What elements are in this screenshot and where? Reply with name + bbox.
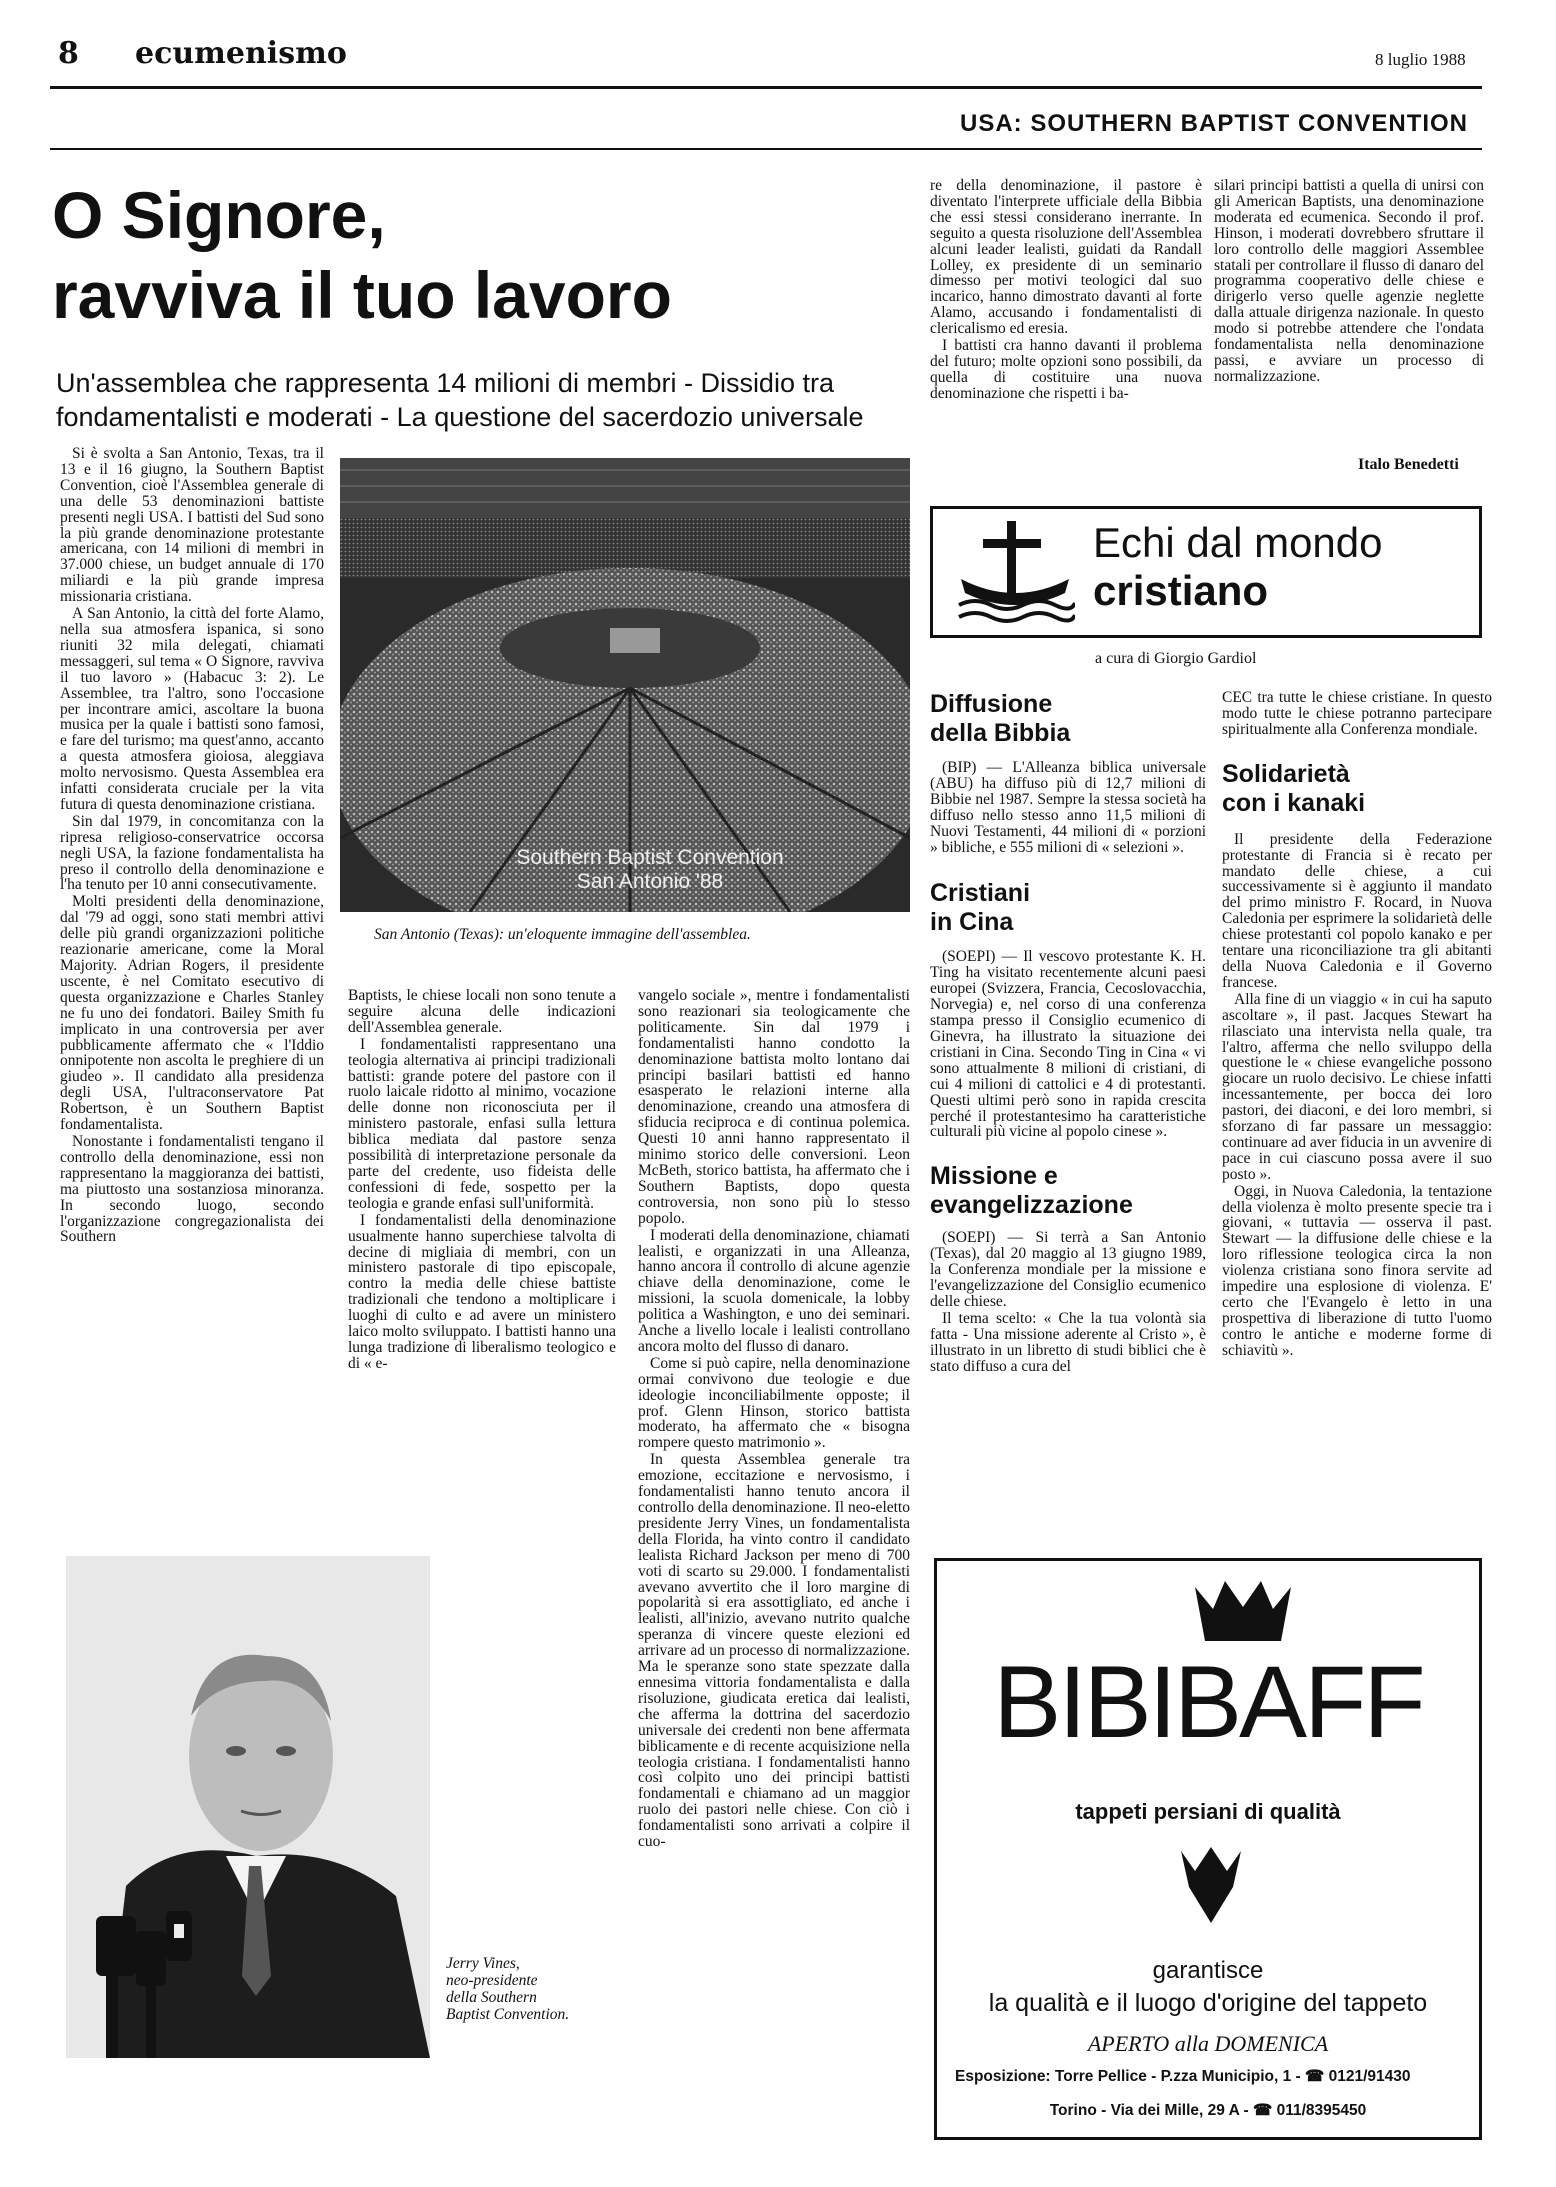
paragraph: Molti presidenti della denominazione, dal '79 ad oggi, sono stati membri attivi delle più grandi organizzazioni politiche reazionarie americane, come la Moral Majority. Adrian Rogers, il presidente uscente, è nel Comitato esecutivo di questa organizzazione e Charles Stanley ne fu uno dei fondatori. Bailey Smith fu implicato in una controversia per aver pubblicamente affermato che « l'Iddio onnipotente non ascolta le preghiere di un giudeo ». Il candidato alla presidenza degli USA, l'ultraconservatore Pat Robertson, è un Southern Baptist fondamentalista. bbox=[60, 893, 324, 1134]
paragraph: vangelo sociale », mentre i fondamentalisti sono reazionari sia teologicamente che politicamente. Sin dal 1979 i fondamentalisti hanno condotto la denominazione battista molto lontano dai principi basilari battisti ed hanno esasperato le relazioni interne alla denominazione, creando una atmosfera di sfiducia reciproca e di continua polemica. Questi 10 anni hanno rappresentato il minimo storico delle conversioni. Leon McBeth, storico battista, ha affermato che i Southern Baptists, dopo questa controversia, non sono più lo stesso popolo. bbox=[638, 988, 910, 1227]
paragraph: Baptists, le chiese locali non sono tenute a seguire alcuna delle indicazioni dell'Assemblea generale. bbox=[348, 988, 616, 1036]
ad-open-sunday: APERTO alla DOMENICA bbox=[1087, 2031, 1329, 2056]
jerry-vines-caption bbox=[446, 1955, 616, 2023]
jerry-vines-photo bbox=[66, 1556, 430, 2058]
news-body-kanaki bbox=[1222, 832, 1492, 1359]
paragraph: A San Antonio, la città del forte Alamo, nella sua atmosfera ispanica, si sono riuniti 32 mila delegati, chiamati messaggeri, sul tema « O Signore, ravviva il tuo lavoro » (Habacuc 3: 2). Le Assemblee, tra l'altro, sono l'occasione per incontrare amici, ascoltare la buona musica per la quale i battisti sono famosi, e fare del turismo; ma quest'anno, accanto a questa atmosfera gioiosa, aleggiava molto nervosismo. Questa Assemblea era infatti considerata cruciale per la vita futura di questa denominazione cristiana. bbox=[60, 605, 324, 813]
news-heading-cina bbox=[930, 879, 1206, 937]
photo-overlay-text bbox=[400, 846, 900, 894]
paragraph: Sin dal 1979, in concomitanza con la ripresa religioso-conservatrice occorsa negli USA, la fazione fondamentalista ha preso il controllo della denominazione e l'ha tenuto per 10 anni consecutivamente. bbox=[60, 812, 324, 894]
article-column-4 bbox=[930, 178, 1202, 484]
news-heading-bibbia bbox=[930, 690, 1206, 748]
echi-title-line-1: Echi dal mondo bbox=[1093, 519, 1383, 566]
article-subtitle bbox=[56, 366, 916, 434]
paragraph: (SOEPI) — Si terrà a San Antonio (Texas), dal 20 maggio al 13 giugno 1989, la Conferenza mondiale per la missione e l'evangelizzazione del Consiglio ecumenico delle chiese. bbox=[930, 1229, 1206, 1310]
news-heading-missione bbox=[930, 1162, 1206, 1220]
heading-line: della Bibbia bbox=[930, 719, 1071, 747]
paragraph: I fondamentalisti rappresentano una teologia alternativa ai principi tradizionali battisti: grande potere del pastore con il ruolo laicale ridotto al minimo, vocazione delle donne non riconosciuta per il ministero pastorale, enfasi sulla lettura biblica mediata dal pastore senza possibilità di interpretazione personale da parte del credente, uso fideista delle confessioni di fede, sospetto per la teologia e grande enfasi sull'uniformità. bbox=[348, 1035, 616, 1212]
assembly-photo bbox=[340, 458, 910, 912]
ad-address-1 bbox=[955, 2067, 1475, 2086]
ad-address-text: Torre Pellice - P.zza Municipio, 1 - ☎ 0121/91430 bbox=[1054, 2068, 1411, 2085]
ad-brand: BIBIBAFF bbox=[993, 1645, 1423, 1759]
bibibaff-advertisement bbox=[934, 1558, 1482, 2140]
title-line-2: ravviva il tuo lavoro bbox=[52, 258, 672, 332]
caption-line-1: Jerry Vines, bbox=[446, 1955, 520, 1972]
heading-line: Solidarietà bbox=[1222, 759, 1350, 788]
paragraph: Il tema scelto: « Che la tua volontà sia fatta - Una missione aderente al Cristo », è illustrato in un libretto di studi biblici che è stato diffuso a cura del bbox=[930, 1309, 1206, 1375]
news-body-missione bbox=[930, 1230, 1206, 1374]
paragraph: Si è svolta a San Antonio, Texas, tra il 13 e il 16 giugno, la Southern Baptist Convention, cioè l'Assemblea generale di una delle 53 denominazioni battiste presenti negli USA. I battisti del Sud sono la più grande denominazione protestante americana, con 14 milioni di membri in 37.000 chiese, un budget annuale di 170 miliardi e la più grande impresa missionaria cristiana. bbox=[60, 446, 324, 606]
article-kicker: USA: SOUTHERN BAPTIST CONVENTION bbox=[960, 110, 1469, 137]
paragraph: CEC tra tutte le chiese cristiane. In questo modo tutte le chiese potranno partecipare spiritualmente alla Conferenza mondiale. bbox=[1222, 689, 1492, 738]
article-author: Italo Benedetti bbox=[1358, 456, 1459, 473]
paragraph: In questa Assemblea generale tra emozione, eccitazione e nervosismo, i fondamentalisti hanno tenuto ancora il controllo della denominazione. Il neo-eletto presidente Jerry Vines, un fondamentalista della Florida, ha vinto contro il candidato lealista Richard Jackson per meno di 700 voti di scarto su 29.000. I fondamentalisti avevano avvertito che il loro margine di popolarità si era assottigliato, ed anche i lealisti, all'inizio, avevano nutrito qualche speranza di vincere queste elezioni ed arrivare ad un processo di normalizzazione. Ma le speranze sono state spezzate dalla ennesima vittoria fondamentalista e dalla risoluzione, giudicata eretica dai lealisti, che afferma la dottrina del sacerdozio universale dei credenti non bene affermata biblicamente e di recente acquisizione nella teologia cristiana. I fondamentalisti hanno così colpito uno dei principi battisti fondamentali e chiamano ad un maggior ruolo dei pastori nelle chiese. Con ciò i fondamentalisti sono arrivati a colpire il cuo- bbox=[638, 1451, 910, 1851]
section-name: ecumenismo bbox=[135, 36, 347, 71]
stadium-crowd-image bbox=[340, 458, 910, 912]
paragraph: (BIP) — L'Alleanza biblica universale (ABU) ha diffuso più di 12,7 milioni di Bibbie nel 1987. Sempre la stessa società ha diffuso nello stesso anno 11,5 milioni di Nuovi Testamenti, 44 milioni di « porzioni » bibliche, e 555 milioni di « selezioni ». bbox=[930, 759, 1206, 856]
heading-line: con i kanaki bbox=[1222, 788, 1366, 817]
header-rule bbox=[50, 86, 1482, 89]
paragraph: (SOEPI) — Il vescovo protestante K. H. Ting ha visitato recentemente alcuni paesi europei (Svizzera, Francia, Cecoslovacchia, Norvegia) e, nel corso di una conferenza stampa presso il Consiglio ecumenico di Ginevra, ha illustrato la situazione dei cristiani in Cina. Secondo Ting in Cina « vi sono attualmente 8 milioni di cristiani, di cui 4 milioni di cattolici e 4 di protestanti. Questi ultimi però sono in rapida crescita perché il protestantesimo ha caratteristiche culturali più vicine al popolo cinese ». bbox=[930, 948, 1206, 1141]
subtitle-line-1: Un'assemblea che rappresenta 14 milioni di membri - Dissidio tra bbox=[56, 368, 834, 398]
news-heading-kanaki bbox=[1222, 760, 1492, 818]
echi-header-box bbox=[930, 506, 1482, 638]
ad-tagline: tappeti persiani di qualità bbox=[1075, 1799, 1341, 1824]
paragraph: Il presidente della Federazione protestante di Francia si è recato per mandato delle chiese, a cui successivamente si è aggiunto il mandato del primo ministro F. Rocard, in Nuova Caledonia per esprimere la solidarietà delle chiese protestanti col popolo kanako e per tentare una riconciliazione tra gli abitanti della Nuova Caledonia e il Governo francese. bbox=[1222, 830, 1492, 991]
heading-line: in Cina bbox=[930, 908, 1014, 937]
caption-line-2: neo-presidente bbox=[446, 1972, 538, 1989]
paragraph: I fondamentalisti della denominazione usualmente hanno superchiese talvolta di decine di migliaia di membri, con un ministero pastorale di tipo episcopale, contro la media delle chiese battiste tradizionali che tendono a moltiplicare i luoghi di culto e ad avere un ministero laico molto sviluppato. I battisti hanno una lunga tradizione di liberalismo teologico e di « e- bbox=[348, 1211, 616, 1372]
echi-curator: a cura di Giorgio Gardiol bbox=[1095, 650, 1257, 667]
kicker-rule bbox=[50, 148, 1482, 150]
heading-line: evangelizzazione bbox=[930, 1191, 1133, 1220]
echi-column-1 bbox=[930, 690, 1206, 1375]
article-column-1 bbox=[60, 446, 324, 1516]
ad-guarantee-2: la qualità e il luogo d'origine del tappeto bbox=[988, 1989, 1428, 2017]
heading-line: Missione e bbox=[930, 1162, 1058, 1191]
article-column-2 bbox=[348, 988, 616, 1516]
paragraph: re della denominazione, il pastore è diventato l'interprete ufficiale della Bibbia che essi stessi considerano inerrante. In seguito a questa risoluzione dell'Assemblea alcuni leader lealisti, guidati da Randall Lolley, ex presidente di un seminario dimesso per motivi teologici dal suo incarico, hanno dimostrato davanti al forte Alamo, accusando i fondamentalisti di clericalismo ed eresia. bbox=[930, 178, 1202, 338]
news-body-continued bbox=[1222, 690, 1492, 738]
paragraph: I battisti cra hanno davanti il problema del futuro; molte opzioni sono possibili, da quella di costituire una nuova denominazione che rispetti i ba- bbox=[930, 337, 1202, 402]
echi-title-line-2: cristiano bbox=[1093, 567, 1269, 614]
subtitle-line-2: fondamentalisti e moderati - La questione del sacerdozio universale bbox=[56, 402, 864, 432]
echi-title bbox=[1093, 519, 1383, 615]
assembly-photo-caption: San Antonio (Texas): un'eloquente immagine dell'assemblea. bbox=[374, 926, 751, 943]
ad-address-label: Esposizione: bbox=[955, 2068, 1051, 2085]
caption-line-4: Baptist Convention. bbox=[446, 2006, 570, 2023]
overlay-line-2: San Antonio '88 bbox=[576, 870, 724, 893]
overlay-line-1: Southern Baptist Convention bbox=[516, 846, 784, 869]
ad-guarantee-1: garantisce bbox=[1152, 1957, 1264, 1984]
ad-address-2: Torino - Via dei Mille, 29 A - ☎ 011/8395450 bbox=[1049, 2102, 1367, 2119]
cross-boat-icon bbox=[955, 517, 1075, 629]
paragraph: Oggi, in Nuova Caledonia, la tentazione della violenza è molto presente specie tra i giovani, « tuttavia — osserva il past. Stewart — la diffusione delle chiese e la loro riflessione teologica circa la non violenza cristiana sono finora servite ad impedire una esplosione di violenza. E' certo che l'Evangelo è letto in una prospettiva di liberazione di tutto l'uomo contro le antiche e moderne forme di schiavitù ». bbox=[1222, 1182, 1492, 1359]
paragraph: Alla fine di un viaggio « in cui ha saputo ascoltare », il past. Jacques Stewart ha rilasciato una intervista nella quale, tra l'altro, afferma che nello sviluppo della questione le « chiese evangeliche possono giocare un ruolo decisivo. Le chiese infatti incessantemente, per bocca dei loro pastori, dei diaconi, e dei loro membri, si sforzano di far passare un messaggio: continuare ad aver fiducia in un avvenire di pace in cui ciascuno possa avere il suo posto ». bbox=[1222, 990, 1492, 1183]
paragraph: Nonostante i fondamentalisti tengano il controllo della denominazione, essi non rappresentano la maggioranza dei battisti, ma piuttosto una sostanziosa minoranza. In secondo luogo, secondo l'organizzazione congregazionalista dei Southern bbox=[60, 1132, 324, 1246]
paragraph: Come si può capire, nella denominazione ormai convivono due teologie e due ideologie inconciliabilmente opposte; il prof. Glenn Hinson, storico battista moderato, ha affermato che « bisogna rompere questo matrimonio ». bbox=[638, 1354, 910, 1452]
news-body-bibbia bbox=[930, 760, 1206, 855]
title-line-1: O Signore, bbox=[52, 178, 386, 252]
news-body-cina bbox=[930, 949, 1206, 1140]
portrait-image bbox=[66, 1556, 430, 2058]
page-number: 8 bbox=[58, 36, 79, 71]
caption-line-3: della Southern bbox=[446, 1989, 537, 2006]
article-column-3 bbox=[638, 988, 910, 2160]
crown-mark-icon bbox=[1181, 1847, 1241, 1923]
article-title bbox=[52, 175, 672, 335]
issue-date: 8 luglio 1988 bbox=[1375, 50, 1466, 69]
heading-line: Cristiani bbox=[930, 879, 1031, 908]
paragraph: silari principi battisti a quella di unirsi con gli American Baptists, una denominazione moderata ed ecumenica. Secondo il prof. Hinson, i moderati dovrebbero sfruttare il loro controllo delle maggiori Assemblee statali per controllare il flusso di danaro del programma cooperativo delle chiese e dirigerlo verso quelle agenzie neglette dalla attuale dirigenza nazionale. In questo modo si potrebbe attendere che l'ondata fondamentalista nella denominazione passi, e avviare un processo di normalizzazione. bbox=[1214, 178, 1484, 385]
heading-line: Diffusione bbox=[930, 690, 1053, 718]
echi-column-2 bbox=[1222, 690, 1492, 1360]
paragraph: I moderati della denominazione, chiamati lealisti, e organizzati in una Alleanza, hanno ancora il controllo di alcune agenzie chiave della denominazione, come le missioni, la scuola domenicale, la lobby politica a Washington, e uno dei seminari. Anche a livello locale i lealisti controllano ancora molto del flusso di danaro. bbox=[638, 1226, 910, 1355]
crown-logo-icon bbox=[1195, 1581, 1291, 1641]
article-column-5 bbox=[1214, 178, 1484, 458]
